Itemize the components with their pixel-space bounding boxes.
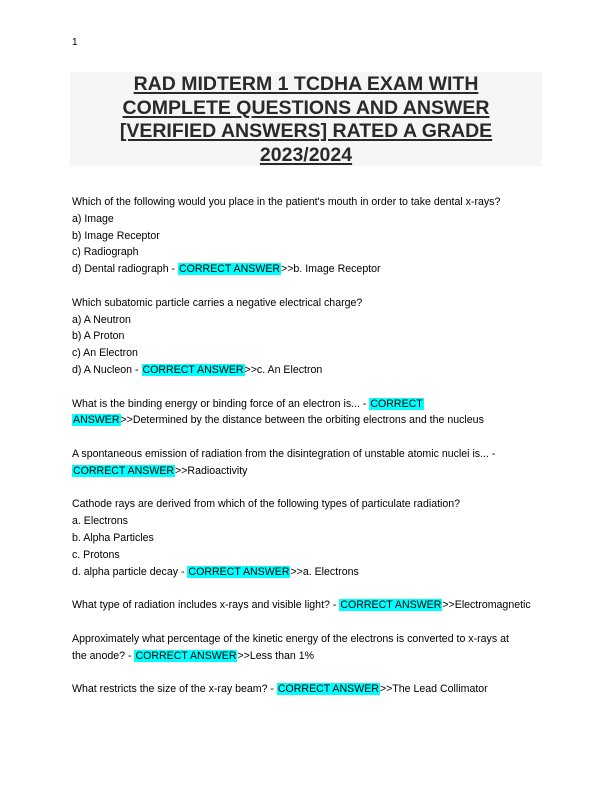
question-block [72,446,542,480]
page-number: 1 [72,37,78,48]
answer-option: d. alpha particle decay - [72,565,188,578]
answer-option: b. Alpha Particles [72,531,154,544]
answer-line [72,261,542,278]
correct-answer-text: >>Less than 1% [237,649,315,662]
correct-answer-text: >>a. Electrons [290,565,359,578]
answer-line [72,681,542,698]
title-line: [VERIFIED ANSWERS] RATED A GRADE [119,120,493,142]
correct-answer-highlight: ANSWER [73,414,120,427]
question-block [72,396,542,430]
correct-answer-text: >>b. Image Receptor [281,263,381,276]
answer-line [72,648,542,665]
title-line: 2023/2024 [259,143,353,166]
answer-option: a) A Neutron [72,313,131,326]
correct-answer-highlight: CORRECT [370,397,423,410]
title-line: COMPLETE QUESTIONS AND ANSWER [122,96,490,119]
answer-option: a) Image [72,212,114,225]
question-line [72,396,542,413]
question-text: What is the binding energy or binding force of an electron is... - [72,397,370,410]
title-box [70,72,542,166]
correct-answer-text: >>Electromagnetic [442,599,531,612]
question-text: Approximately what percentage of the kinetic energy of the electrons is converted to x-rays at [72,632,509,645]
correct-answer-text: >>Determined by the distance between the orbiting electrons and the nucleus [120,414,484,427]
question-block [72,597,542,614]
correct-answer-highlight: CORRECT ANSWER [142,363,244,376]
question-text: Cathode rays are derived from which of the following types of particulate radiation? [72,498,461,511]
correct-answer-highlight: CORRECT ANSWER [179,263,281,276]
correct-answer-text: >>The Lead Collimator [379,683,488,696]
answer-line [72,362,542,379]
correct-answer-highlight: CORRECT ANSWER [188,565,290,578]
document-title [70,72,542,167]
answer-option: d) Dental radiograph - [72,263,178,276]
question-text: What restricts the size of the x-ray beam? - [72,683,277,696]
question-block [72,496,542,580]
answer-line [72,597,542,614]
title-line: RAD MIDTERM 1 TCDHA EXAM WITH [133,73,479,95]
correct-answer-text: >>Radioactivity [175,464,248,477]
question-text: Which subatomic particle carries a negative electrical charge? [72,296,363,309]
answer-option: b) A Proton [72,330,125,343]
question-text: the anode? - [72,649,135,662]
question-text: What type of radiation includes x-rays and visible light? - [72,599,340,612]
answer-option: b) Image Receptor [72,229,160,242]
answer-option: d) A Nucleon - [72,363,142,376]
question-text: Which of the following would you place in the patient's mouth in order to take dental x-rays? [72,196,501,208]
correct-answer-highlight: CORRECT ANSWER [340,599,442,612]
qa-list [72,194,542,715]
answer-option: c) An Electron [72,347,138,360]
question-text: A spontaneous emission of radiation from the disintegration of unstable atomic nuclei is... - [72,447,496,460]
answer-line [72,564,542,581]
question-block [72,681,542,698]
question-block [72,194,542,278]
correct-answer-highlight: CORRECT ANSWER [135,649,237,662]
correct-answer-highlight: CORRECT ANSWER [73,464,175,477]
answer-line [72,412,542,429]
correct-answer-highlight: CORRECT ANSWER [277,683,379,696]
question-block [72,631,542,665]
answer-option: c) Radiograph [72,246,139,259]
answer-option: c. Protons [72,548,120,561]
answer-line [72,463,542,480]
question-block [72,295,542,379]
correct-answer-text: >>c. An Electron [244,363,323,376]
answer-option: a. Electrons [72,515,128,528]
